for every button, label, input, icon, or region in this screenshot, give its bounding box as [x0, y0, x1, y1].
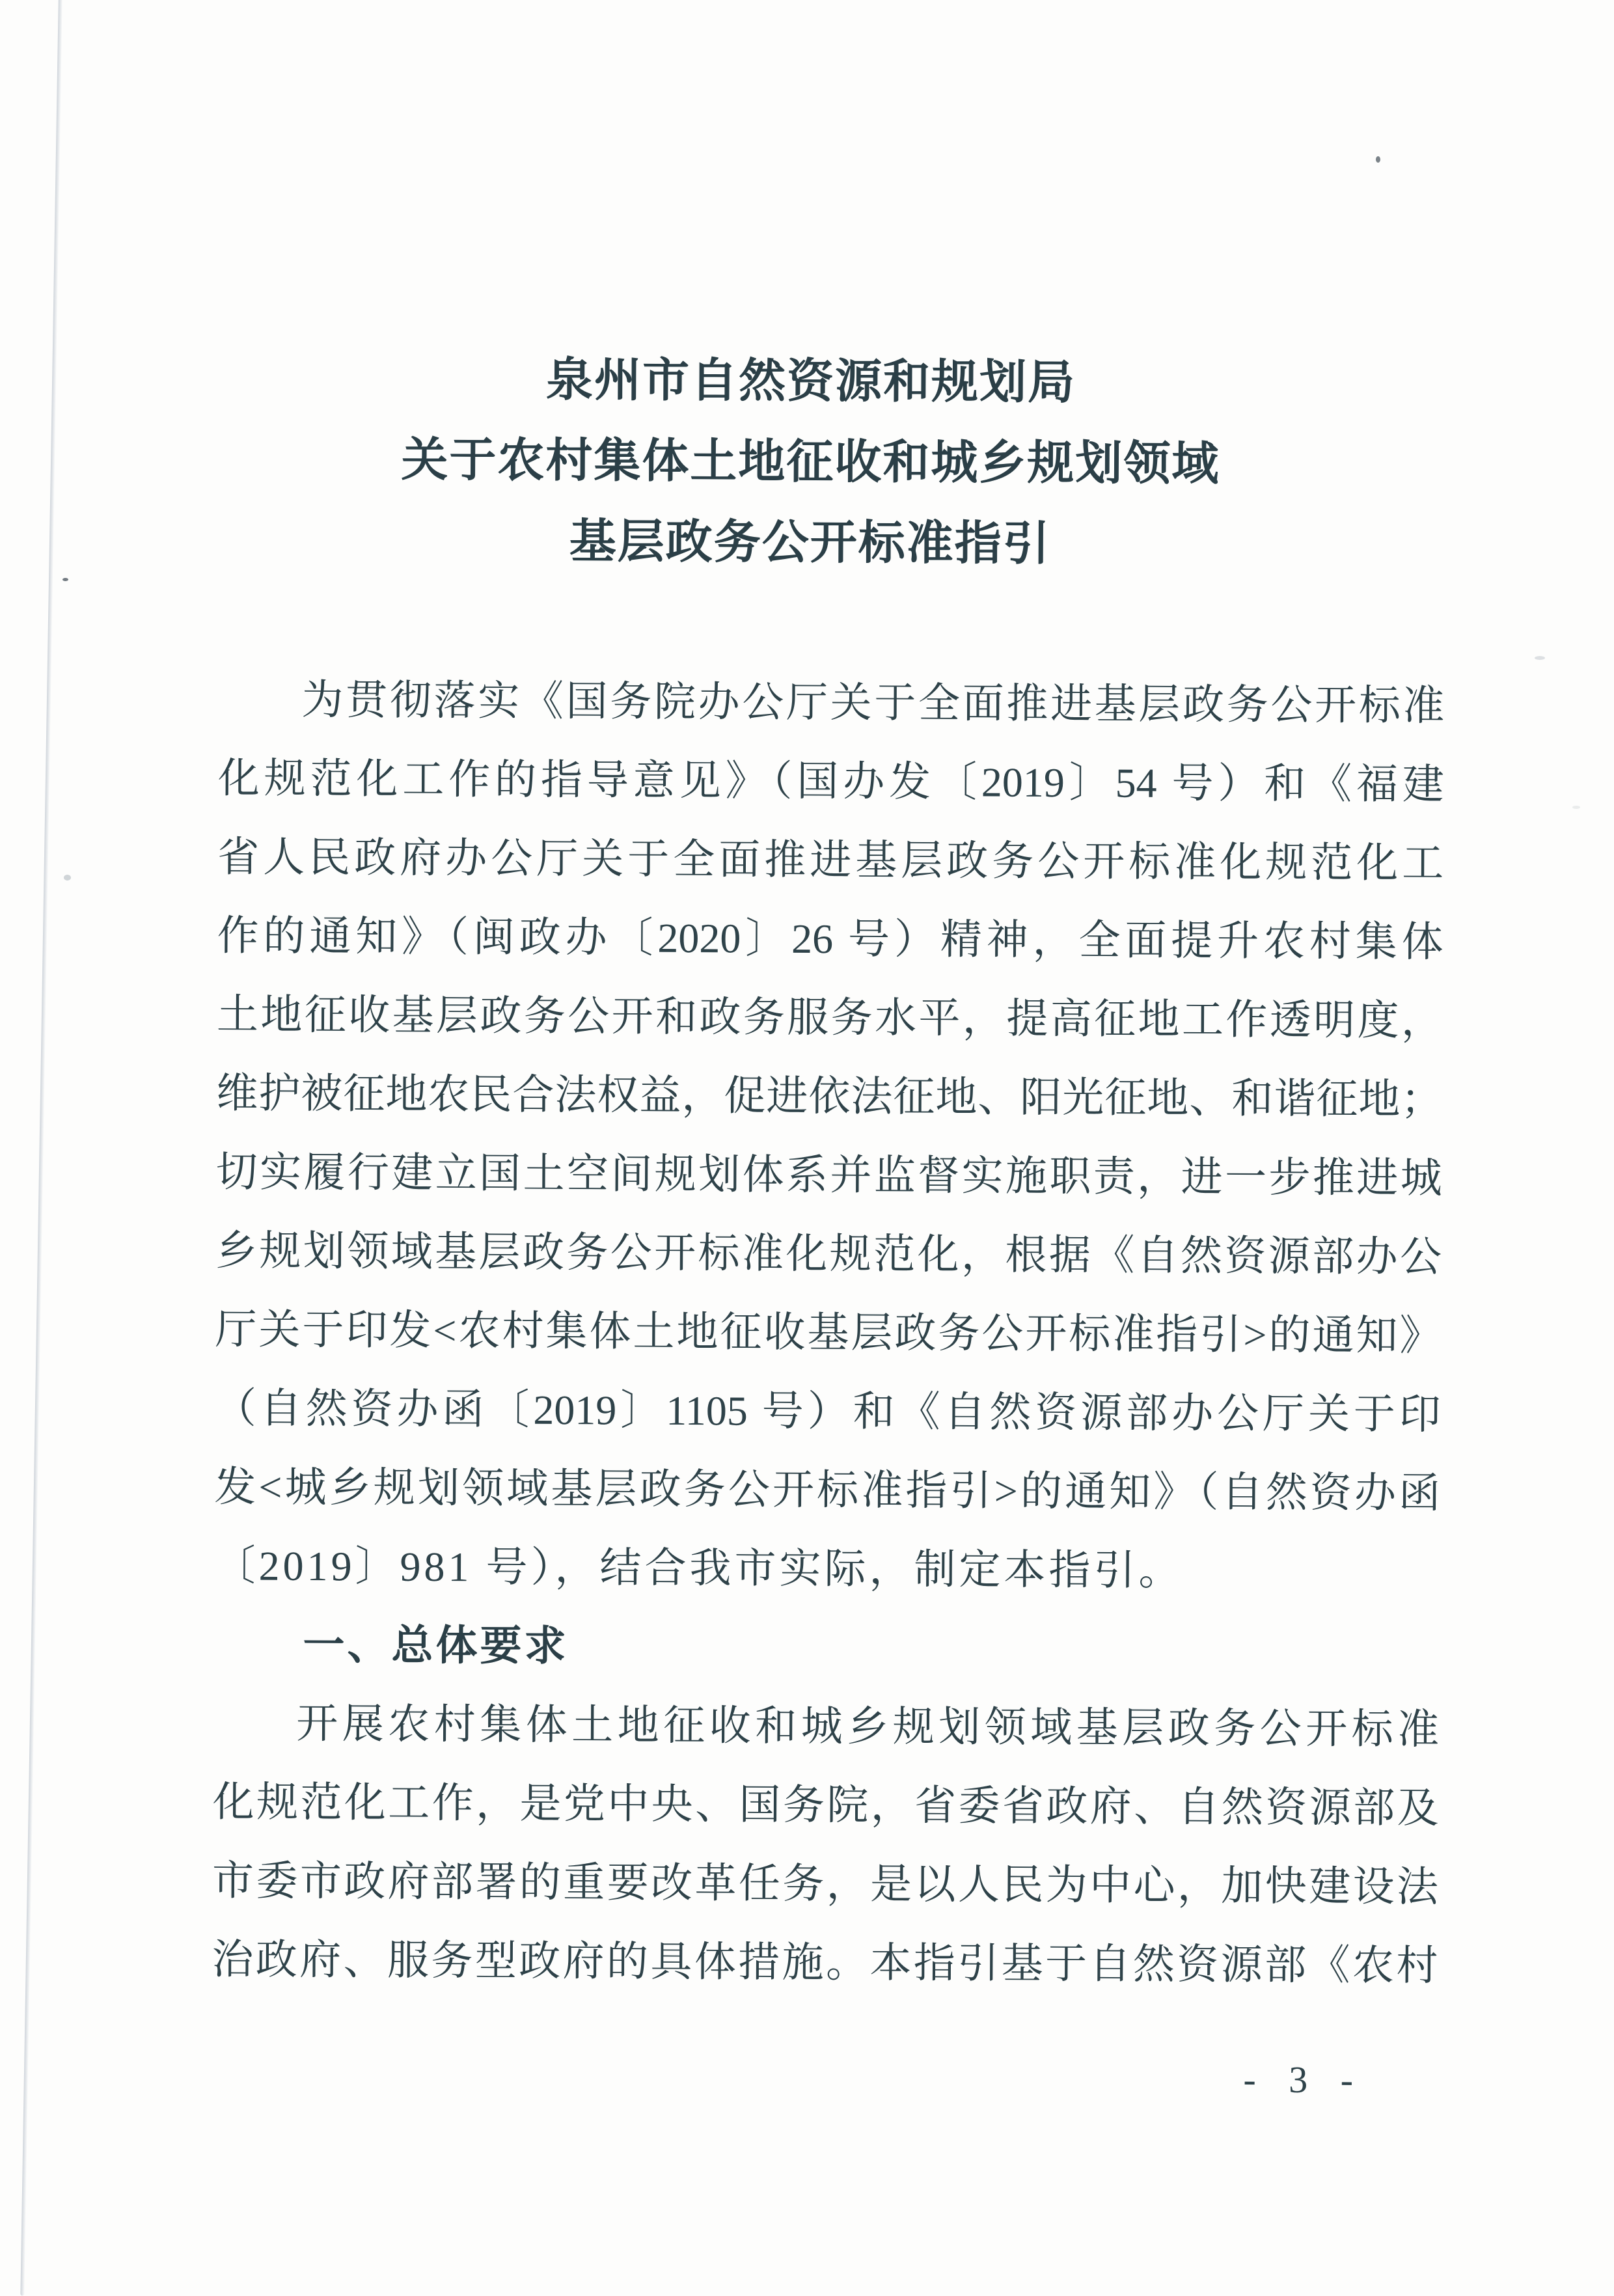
document-body	[212, 660, 1445, 2005]
page-number: - 3 -	[1243, 2058, 1365, 2102]
paragraph1-line: 发<城乡规划领域基层政务公开标准指引>的通知》（自然资办函	[214, 1447, 1441, 1533]
section-heading: 一、总体要求	[213, 1605, 1440, 1690]
document-title-line-3: 基层政务公开标准指引	[3, 499, 1614, 588]
paragraph1-line: 维护被征地农民合法权益，促进依法征地、阳光征地、和谐征地；	[216, 1054, 1443, 1139]
paragraph1-line: 作的通知》（闽政办〔2020〕26 号）精神，全面提升农村集体	[217, 896, 1443, 981]
paragraph1-line: （自然资办函〔2019〕1105 号）和《自然资源部办公厅关于印	[215, 1369, 1442, 1454]
paragraph2-line: 市委市政府部署的重要改革任务，是以人民为中心，加快建设法	[212, 1841, 1439, 1926]
paragraph1-line: 化规范化工作的指导意见》（国办发〔2019〕54 号）和《福建	[218, 739, 1445, 824]
document-title	[3, 337, 1614, 588]
paragraph2-line: 开展农村集体土地征收和城乡规划领域基层政务公开标准	[213, 1684, 1440, 1769]
paragraph1-line: 〔2019〕981 号），结合我市实际，制定本指引。	[213, 1526, 1440, 1611]
paragraph1-line: 乡规划领域基层政务公开标准化规范化，根据《自然资源部办公	[215, 1211, 1442, 1296]
document-title-line-2: 关于农村集体土地征收和城乡规划领域	[3, 418, 1614, 507]
paragraph1-line: 厅关于印发<农村集体土地征收基层政务公开标准指引>的通知》	[215, 1290, 1442, 1375]
paragraph2-line: 化规范化工作，是党中央、国务院，省委省政府、自然资源部及	[212, 1762, 1439, 1848]
document-title-line-1: 泉州市自然资源和规划局	[4, 337, 1614, 426]
paragraph1-line: 切实履行建立国土空间规划体系并监督实施职责，进一步推进城	[215, 1132, 1442, 1218]
paragraph2-line: 治政府、服务型政府的具体措施。本指引基于自然资源部《农村	[212, 1920, 1438, 2005]
paragraph1-line: 土地征收基层政务公开和政务服务水平，提高征地工作透明度，	[217, 975, 1443, 1060]
paragraph1-line: 为贯彻落实《国务院办公厅关于全面推进基层政务公开标准	[218, 660, 1445, 745]
paragraph1-line: 省人民政府办公厅关于全面推进基层政务公开标准化规范化工	[217, 817, 1444, 903]
